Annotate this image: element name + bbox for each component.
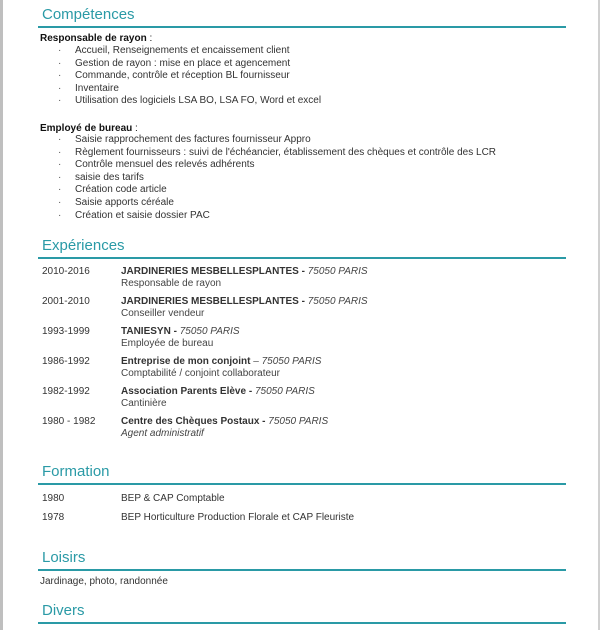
role-responsable-rayon (40, 33, 152, 44)
skill-text: Gestion de rayon : mise en place et agencement (75, 57, 291, 69)
bullet-icon: · (58, 82, 62, 94)
skill-text: Saisie apports céréale (75, 196, 174, 208)
skill-text: Règlement fournisseurs : suivi de l'échéancier, établissement des chèques et contrôle des LCR (75, 146, 497, 158)
experience-place: 75050 PARIS (179, 326, 240, 337)
experience-separator: - (298, 296, 308, 307)
experience-role: Employée de bureau (121, 338, 214, 349)
role-employe-bureau (40, 123, 138, 134)
experience-date: 1980 - 1982 (42, 416, 96, 427)
role-colon: : (132, 123, 138, 134)
skill-item (58, 95, 321, 108)
skill-item (58, 147, 496, 160)
experience-date: 1993-1999 (42, 326, 90, 337)
skill-text: Création code article (75, 184, 167, 196)
experience-place: 75050 PARIS (307, 266, 368, 277)
skills-list-responsable (58, 45, 321, 108)
skill-item (58, 210, 496, 223)
experience-header (121, 386, 315, 397)
experience-company: TANIESYN (121, 326, 171, 337)
skill-item (58, 159, 496, 172)
divers-title: Divers (42, 602, 85, 619)
experience-company: JARDINERIES MESBELLESPLANTES (121, 296, 299, 307)
experience-place: 75050 PARIS (261, 356, 322, 367)
experience-date: 1986-1992 (42, 356, 90, 367)
formation-title: Formation (42, 463, 110, 480)
skill-item (58, 134, 496, 147)
experience-date: 2001-2010 (42, 296, 90, 307)
skill-item (58, 197, 496, 210)
experience-company: Association Parents Elève (121, 386, 247, 397)
role-label: Responsable de rayon (40, 33, 147, 44)
skill-text: Commande, contrôle et réception BL fournisseur (75, 70, 290, 82)
divers-rule (38, 622, 566, 624)
loisirs-text: Jardinage, photo, randonnée (40, 576, 168, 587)
page-border-left (0, 0, 3, 630)
experience-role: Cantinière (121, 398, 167, 409)
bullet-icon: · (58, 146, 62, 158)
bullet-icon: · (58, 57, 62, 69)
bullet-icon: · (58, 184, 62, 196)
experience-company: Centre des Chèques Postaux (121, 416, 260, 427)
bullet-icon: · (58, 196, 62, 208)
skill-item (58, 45, 321, 58)
bullet-icon: · (58, 70, 62, 82)
bullet-icon: · (58, 171, 62, 183)
experience-header (121, 296, 368, 307)
bullet-icon: · (58, 134, 62, 145)
skill-text: Contrôle mensuel des relevés adhérents (75, 159, 255, 171)
experiences-rule (38, 257, 566, 259)
experience-role: Responsable de rayon (121, 278, 222, 289)
skill-item (58, 83, 321, 96)
experience-date: 1982-1992 (42, 386, 90, 397)
formation-year: 1980 (42, 493, 65, 504)
experience-role: Agent administratif (121, 428, 204, 439)
skill-text: Saisie rapprochement des factures fournisseur Appro (75, 134, 311, 145)
bullet-icon: · (58, 45, 62, 56)
experience-separator: - (246, 386, 255, 397)
skill-item (58, 58, 321, 71)
experience-role: Comptabilité / conjoint collaborateur (121, 368, 280, 379)
formation-text: BEP & CAP Comptable (121, 493, 225, 504)
role-label: Employé de bureau (40, 123, 133, 134)
skill-text: saisie des tarifs (75, 171, 144, 183)
experience-place: 75050 PARIS (254, 386, 315, 397)
loisirs-title: Loisirs (42, 549, 86, 566)
formation-rule (38, 483, 566, 485)
skill-item (58, 184, 496, 197)
competences-title: Compétences (42, 6, 135, 23)
experience-header (121, 356, 321, 367)
formation-text: BEP Horticulture Production Florale et CAP Fleuriste (121, 512, 355, 523)
bullet-icon: · (58, 209, 62, 221)
competences-rule (38, 26, 566, 28)
skill-item (58, 70, 321, 83)
experience-separator: - (170, 326, 180, 337)
experience-place: 75050 PARIS (268, 416, 329, 427)
experience-date: 2010-2016 (42, 266, 90, 277)
experience-role: Conseiller vendeur (121, 308, 205, 319)
skill-text: Inventaire (75, 82, 119, 94)
skill-item (58, 172, 496, 185)
role-colon: : (146, 33, 153, 44)
skill-text: Création et saisie dossier PAC (75, 209, 210, 221)
experience-header (121, 416, 328, 427)
formation-year: 1978 (42, 512, 65, 523)
experience-header (121, 326, 240, 337)
experience-separator: - (259, 416, 269, 427)
experience-company: JARDINERIES MESBELLESPLANTES (121, 266, 299, 277)
experiences-title: Expériences (42, 237, 125, 254)
experience-company: Entreprise de mon conjoint (121, 356, 251, 367)
skills-list-employe (58, 134, 496, 222)
experience-separator: – (250, 356, 262, 367)
skill-text: Accueil, Renseignements et encaissement client (75, 45, 290, 56)
experience-place: 75050 PARIS (307, 296, 368, 307)
skill-text: Utilisation des logiciels LSA BO, LSA FO, Word et excel (75, 95, 322, 107)
experience-separator: - (298, 266, 308, 277)
bullet-icon: · (58, 159, 62, 171)
loisirs-rule (38, 569, 566, 571)
experience-header (121, 266, 368, 277)
bullet-icon: · (58, 95, 62, 107)
